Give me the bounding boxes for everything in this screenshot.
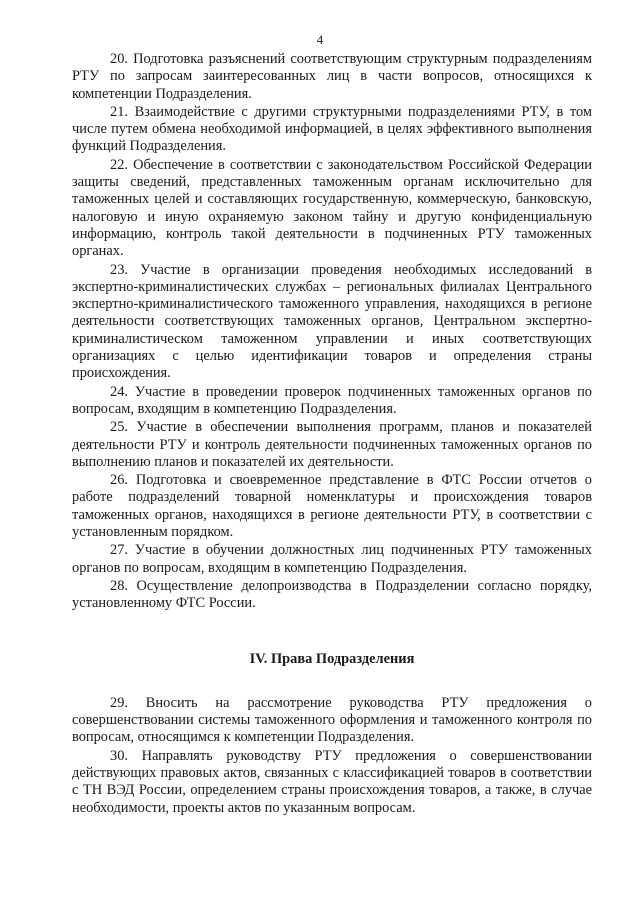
- paragraph-item-30: 30. Направлять руководству РТУ предложения о совершенствовании действующих правовых актов, связанных с классификацией товаров в соответствии с ТН ВЭД России, определением страны происхождения товаров, а также, в случае необходимости, проекты актов по указанным вопросам.: [72, 747, 592, 816]
- paragraph-item-20: 20. Подготовка разъяснений соответствующим структурным подразделениям РТУ по запросам заинтересованных лиц в части вопросов, относящихся к компетенции Подразделения.: [72, 51, 592, 102]
- paragraph-item-24: 24. Участие в проведении проверок подчиненных таможенных органов по вопросам, входящим в компетенцию Подразделения.: [72, 383, 592, 417]
- paragraph-item-21: 21. Взаимодействие с другими структурными подразделениями РТУ, в том числе путем обмена необходимой информацией, в целях эффективного выполнения функций Подразделения.: [72, 103, 592, 155]
- paragraph-item-23: 23. Участие в организации проведения необходимых исследований в экспертно-криминалистических службах – региональных филиалах Центрального экспертно-криминалистического таможенного управления, находящихся в регионе деятельности соответствующих таможенных органов, Центральном экспертно-криминалистическом таможенном управлении и иных соответствующих организациях с целью идентификации товаров и определения страны происхождения.: [72, 261, 592, 382]
- paragraph-item-22: 22. Обеспечение в соответствии с законодательством Российской Федерации защиты сведений, представленных таможенным органам исключительно для таможенных целей и составляющих государственную, коммерческую, банковскую, налоговую и иную охраняемую законом тайну и другую конфиденциальную информацию, контроль такой деятельности в подчиненных РТУ таможенных органах.: [72, 156, 592, 260]
- section-heading: IV. Права Подразделения: [249, 650, 415, 667]
- page-number: 4: [316, 32, 324, 47]
- paragraph-item-28: 28. Осуществление делопроизводства в Подразделении согласно порядку, установленному ФТС России.: [72, 577, 592, 612]
- paragraph-item-26: 26. Подготовка и своевременное представление в ФТС России отчетов о работе подразделений товарной номенклатуры и происхождения товаров таможенных органов, находящихся в регионе деятельности РТУ, в соответствии с установленным порядком.: [72, 472, 592, 541]
- paragraph-item-27: 27. Участие в обучении должностных лиц подчиненных РТУ таможенных органов по вопросам, входящим в компетенцию Подразделения.: [72, 542, 592, 576]
- paragraph-item-25: 25. Участие в обеспечении выполнения программ, планов и показателей деятельности РТУ и контроль деятельности подчиненных таможенных органов по выполнению планов и показателей их деятельности.: [72, 419, 592, 470]
- paragraph-item-29: 29. Вносить на рассмотрение руководства РТУ предложения о совершенствовании системы таможенного оформления и таможенного контроля по вопросам, относящимся к компетенции Подразделения.: [72, 694, 592, 746]
- document-body: [72, 51, 592, 817]
